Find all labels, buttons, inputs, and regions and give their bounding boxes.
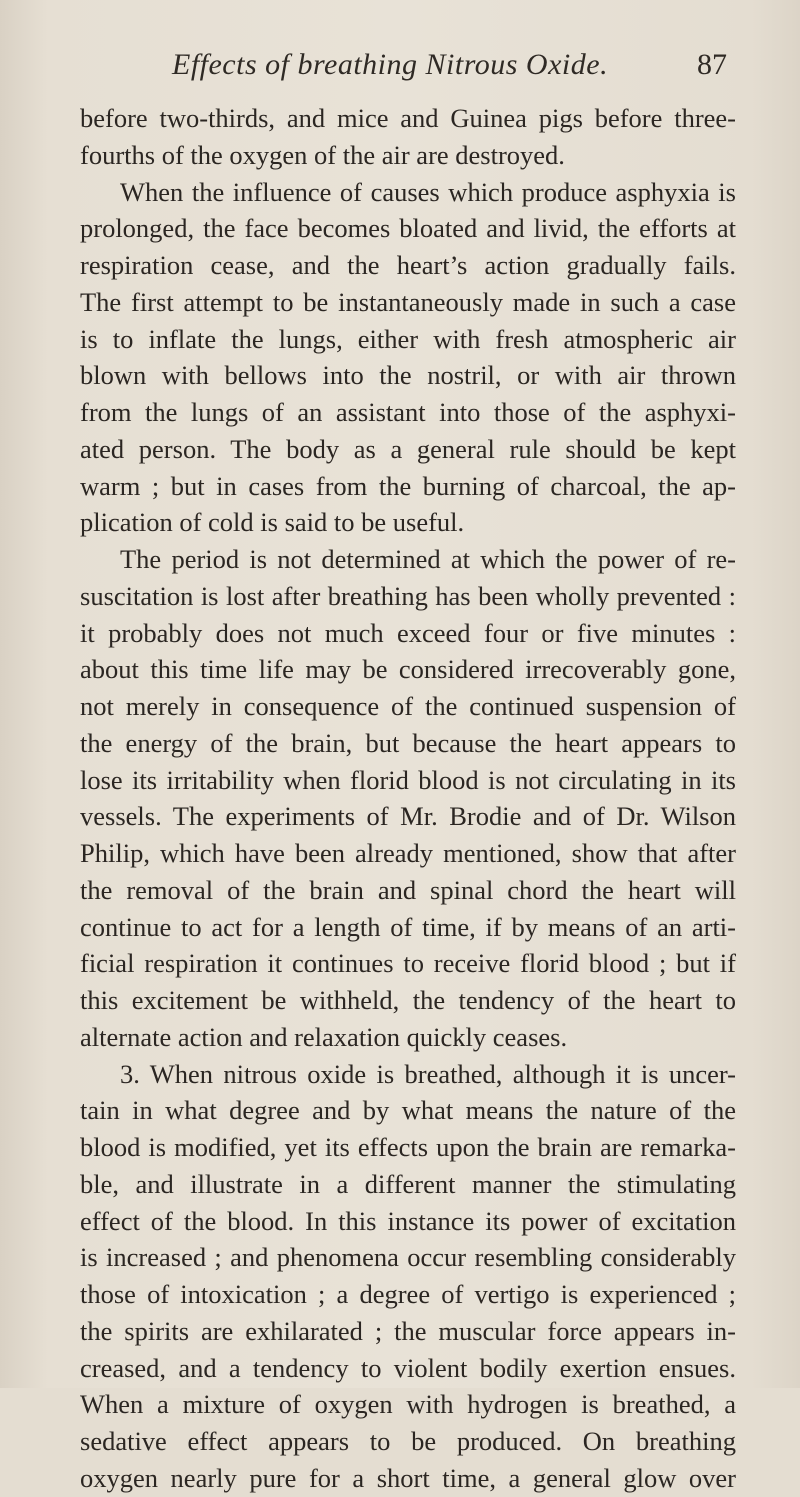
- text-line: those of intoxication ; a degree of vertigo is experienced ;: [80, 1279, 736, 1309]
- text-line: When the influence of causes which produce asphyxia is: [120, 176, 736, 207]
- text-line: oxygen nearly pure for a short time, a general glow over: [80, 1462, 736, 1493]
- text-line: the removal of the brain and spinal chord the heart will: [80, 874, 736, 905]
- text-line: is increased ; and phenomena occur resembling considerably: [80, 1242, 736, 1273]
- text-line: suscitation is lost after breathing has been wholly prevented :: [80, 580, 736, 611]
- text-line: tain in what degree and by what means the nature of the: [80, 1095, 736, 1126]
- text-line: ble, and illustrate in a different manner the stimulating: [80, 1168, 736, 1199]
- text-line: ficial respiration it continues to receive florid blood ; but if: [80, 948, 736, 979]
- text-line: 3. When nitrous oxide is breathed, although it is uncer-: [120, 1058, 736, 1089]
- text-line: about this time life may be considered irrecoverably gone,: [80, 654, 736, 685]
- text-line: ated person. The body as a general rule should be kept: [80, 433, 736, 464]
- text-line: continue to act for a length of time, if by means of an arti-: [80, 911, 736, 942]
- text-line: fourths of the oxygen of the air are destroyed.: [80, 139, 565, 170]
- text-line: is to inflate the lungs, either with fresh atmospheric air: [80, 323, 736, 354]
- page-number: 87: [697, 48, 727, 81]
- text-line: effect of the blood. In this instance its power of excitation: [80, 1205, 736, 1236]
- text-line: prolonged, the face becomes bloated and livid, the efforts at: [80, 213, 736, 244]
- text-line: from the lungs of an assistant into those of the asphyxi-: [80, 397, 736, 427]
- body-text: [80, 100, 736, 1497]
- text-line: before two-thirds, and mice and Guinea pigs before three-: [80, 103, 736, 133]
- running-head: [172, 48, 727, 88]
- text-line: respiration cease, and the heart’s action gradually fails.: [80, 250, 736, 280]
- text-line: creased, and a tendency to violent bodily exertion ensues.: [80, 1352, 736, 1383]
- text-line: blood is modified, yet its effects upon the brain are remarka-: [80, 1132, 736, 1162]
- running-title: Effects of breathing Nitrous Oxide.: [172, 48, 609, 81]
- text-line: plication of cold is said to be useful.: [80, 507, 465, 538]
- text-line: alternate action and relaxation quickly ceases.: [80, 1021, 568, 1052]
- text-line: When a mixture of oxygen with hydrogen is breathed, a: [80, 1389, 736, 1420]
- text-line: the spirits are exhilarated ; the muscular force appears in-: [80, 1315, 736, 1346]
- text-line: sedative effect appears to be produced. On breathing: [80, 1426, 736, 1456]
- text-line: warm ; but in cases from the burning of charcoal, the ap-: [80, 470, 736, 501]
- text-line: vessels. The experiments of Mr. Brodie and of Dr. Wilson: [80, 801, 736, 832]
- text-line: this excitement be withheld, the tendency of the heart to: [80, 985, 736, 1015]
- text-line: the energy of the brain, but because the heart appears to: [80, 727, 736, 758]
- text-line: lose its irritability when florid blood is not circulating in its: [80, 764, 736, 795]
- text-line: The first attempt to be instantaneously made in such a case: [80, 286, 736, 317]
- text-line: The period is not determined at which the power of re-: [120, 544, 736, 574]
- text-line: not merely in consequence of the continued suspension of: [80, 691, 736, 721]
- text-line: Philip, which have been already mentioned, show that after: [80, 838, 736, 868]
- text-line: blown with bellows into the nostril, or with air thrown: [80, 360, 736, 391]
- text-line: it probably does not much exceed four or five minutes :: [80, 617, 736, 648]
